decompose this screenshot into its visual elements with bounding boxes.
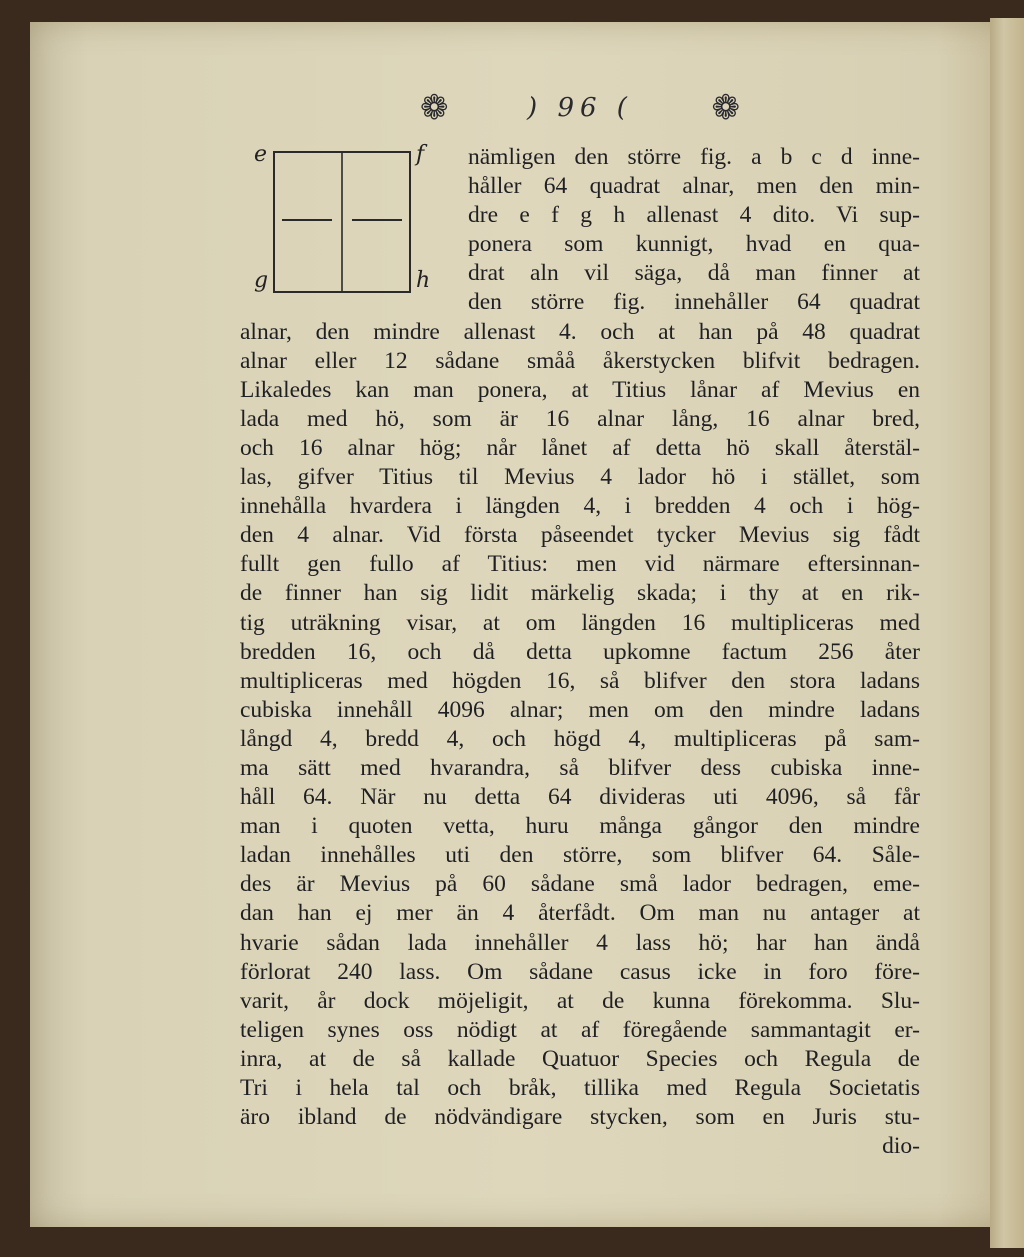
body-text (240, 143, 920, 1161)
text-line: dre e f g h allenast 4 dito. Vi sup- (468, 202, 920, 229)
text-line: hvarie sådan lada innehåller 4 lass hö; har han ändå (240, 929, 920, 956)
text-line: man i quoten vetta, huru många gångor den mindre (240, 813, 920, 840)
figure-label-e: e (254, 142, 268, 167)
text-line: des är Mevius på 60 sådane små lador bedragen, eme- (240, 871, 920, 898)
text-line: cubiska innehåll 4096 alnar; men om den mindre ladans (240, 696, 920, 723)
figure-label-g: g (254, 268, 269, 293)
text-line: alnar, den mindre allenast 4. och at han på 48 quadrat (240, 318, 920, 345)
text-line: äro ibland de nödvändigare stycken, som en Juris stu- (240, 1104, 920, 1131)
text-line: drat aln vil säga, då man finner at (468, 260, 920, 287)
text-line: bredden 16, och då detta upkomne factum 256 åter (240, 638, 920, 665)
flower-ornament-left-icon: ❁ (420, 88, 449, 128)
text-line: innehålla hvardera i längden 4, i bredden 4 och i hög- (240, 493, 920, 520)
text-line: dan han ej mer än 4 återfådt. Om man nu antager at (240, 900, 920, 927)
text-line: teligen synes oss nödigt at af föregående sammantagit er- (240, 1016, 920, 1043)
text-line: den 4 alnar. Vid första påseendet tycker Mevius sig fådt (240, 522, 920, 549)
text-line: och 16 alnar hög; når lånet af detta hö skall återstäl- (240, 434, 920, 461)
text-line: håller 64 quadrat alnar, men den min- (468, 173, 920, 200)
text-line: ponera som kunnigt, hvad en qua- (468, 231, 920, 258)
text-line: varit, år dock möjeligit, at de kunna förekomma. Slu- (240, 987, 920, 1014)
flower-ornament-right-icon: ❁ (711, 88, 740, 128)
figure-label-f: f (416, 142, 425, 167)
text-line: Likaledes kan man ponera, at Titius lånar af Mevius en (240, 376, 920, 403)
text-line: den större fig. innehåller 64 quadrat (468, 289, 920, 316)
text-line: långd 4, bredd 4, och högd 4, multipliceras på sam- (240, 725, 920, 752)
text-line: håll 64. När nu detta 64 divideras uti 4096, så får (240, 784, 920, 811)
next-page-edge (990, 18, 1024, 1248)
text-line: las, gifver Titius til Mevius 4 lador hö i stället, som (240, 464, 920, 491)
text-line: ladan innehålles uti den större, som blifver 64. Såle- (240, 842, 920, 869)
text-line: tig uträkning visar, at om längden 16 multipliceras med (240, 609, 920, 636)
text-line: Tri i hela tal och bråk, tillika med Regula Societatis (240, 1075, 920, 1101)
text-line: de finner han sig lidit märkelig skada; i thy at en rik- (240, 580, 920, 607)
text-line: lada med hö, som är 16 alnar lång, 16 alnar bred, (240, 405, 920, 432)
text-line: alnar eller 12 sådane småå åkerstycken blifvit bedragen. (240, 347, 920, 374)
text-line: ma sätt med hvarandra, så blifver dess cubiska inne- (240, 754, 920, 781)
text-line: förlorat 240 lass. Om sådane casus icke in foro före- (240, 958, 920, 985)
figure-label-h: h (416, 268, 431, 293)
text-line: fullt gen fullo af Titius: men vid närmare eftersinnan- (240, 551, 920, 578)
page-number: ) 96 ( (527, 93, 633, 123)
text-line: nämligen den större fig. a b c d inne- (468, 144, 920, 170)
text-line: inra, at de så kallade Quatuor Species och Regula de (240, 1045, 920, 1072)
page-header (420, 88, 740, 128)
text-line: multipliceras med högden 16, så blifver den stora ladans (240, 667, 920, 694)
catchword: dio- (882, 1133, 920, 1160)
